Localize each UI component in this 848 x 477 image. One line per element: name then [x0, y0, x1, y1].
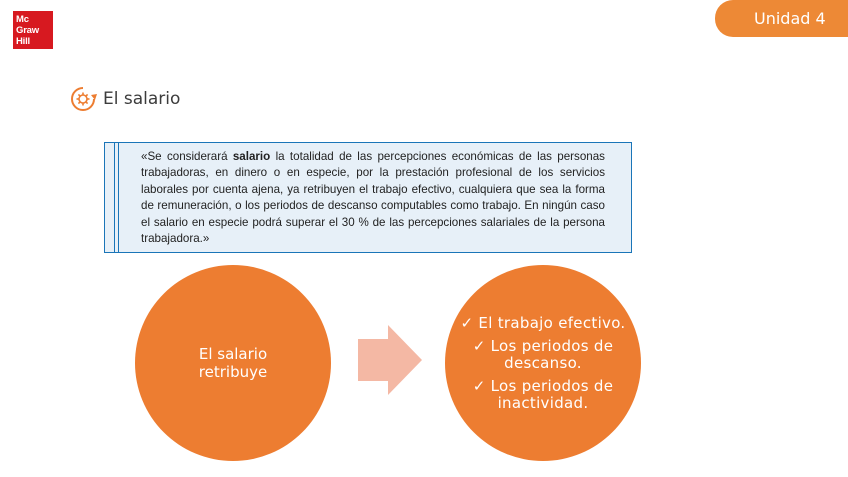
- retribution-item: ✓ Los periodos de descanso.: [472, 336, 614, 372]
- retribution-items-circle: [445, 265, 641, 461]
- section-heading: [69, 84, 180, 114]
- right-arrow-icon: [358, 325, 422, 395]
- quote-text-start: «Se considerará: [141, 150, 233, 163]
- salary-circle-line-2: retribuye: [198, 363, 268, 381]
- unit-badge: Unidad 4: [715, 0, 848, 37]
- salary-circle-line-1: El salario: [198, 345, 268, 363]
- logo-line-3: Hill: [16, 36, 30, 47]
- legal-quote-box: [104, 142, 632, 253]
- logo-line-1: Mc: [16, 14, 29, 25]
- salary-circle: [135, 265, 331, 461]
- quote-bold-term: salario: [232, 150, 271, 163]
- mcgraw-hill-logo: [13, 11, 53, 49]
- quote-side-bar: [114, 143, 119, 252]
- quote-text: [141, 149, 605, 247]
- retribution-item: ✓ El trabajo efectivo.: [460, 313, 626, 332]
- retribution-item: ✓ Los periodos de inactividad.: [472, 376, 614, 412]
- logo-line-2: Graw: [16, 25, 39, 36]
- quote-text-rest: la totalidad de las percepciones económicas de las personas trabajadoras, en dinero o en especie, por la prestación profesional de los servicios laborales por cuenta ajena, ya retribuyen el trabajo efectivo, cualquiera que sea la forma de remuneración, o los periodos de descanso computables como trabajo. En ningún caso el salario en especie podrá superar el 30 % de las percepciones salariales de la persona trabajadora.»: [141, 150, 605, 246]
- gear-refresh-icon: [69, 85, 97, 113]
- section-title: El salario: [103, 89, 181, 109]
